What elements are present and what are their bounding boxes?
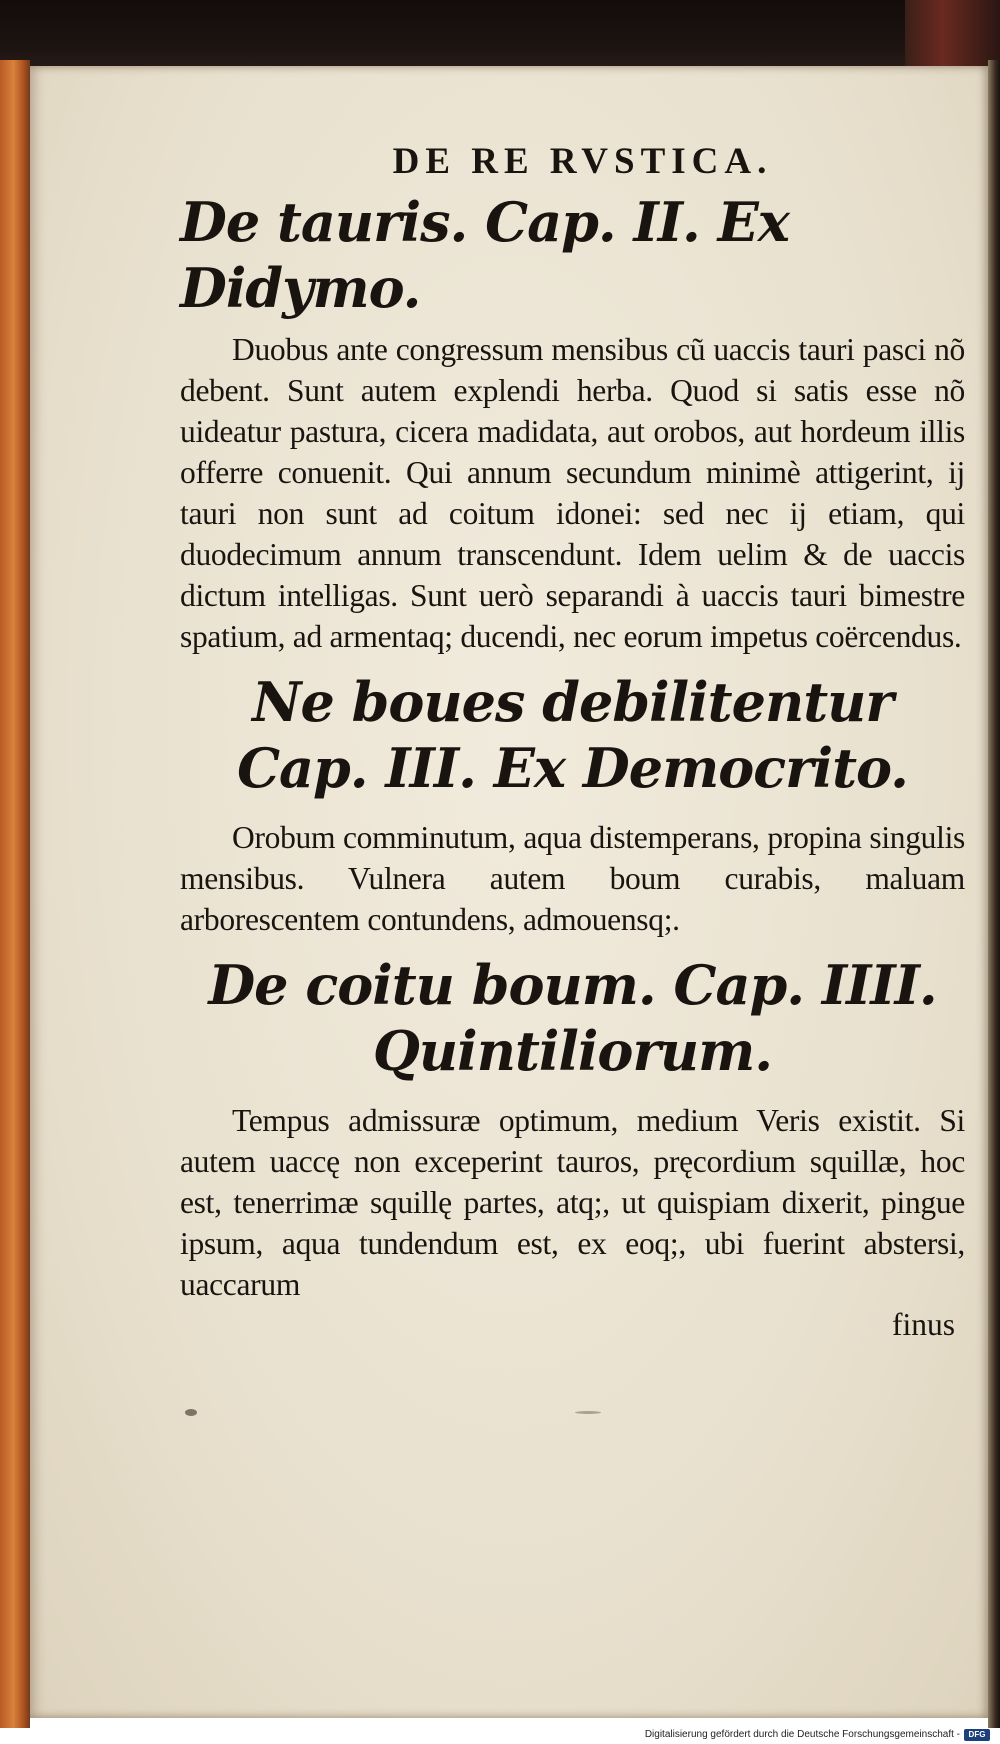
- scanner-background-top: [0, 0, 1000, 70]
- book-right-edge: [988, 60, 1000, 1730]
- book-spine-top: [905, 0, 1000, 70]
- page-text-block: [180, 140, 965, 1345]
- dfg-logo: DFG: [964, 1729, 990, 1741]
- chapter-text-2: Duobus ante congressum mensibus cũ uaccis tauri pasci nõ debent. Sunt autem explendi herba. Quod si satis esse nõ uideatur pastura, cicera madidata, aut orobos, aut hordeum illis offerre conuenit. Qui annum secundum minimè attigerint, ij tauri non sunt ad coitum idonei: sed nec ij etiam, qui duodecimum annum transcendunt. Idem uelim & de uaccis dictum intelligas. Sunt uerò separandi à uaccis tauri bimestre spatium, ad armentaq; ducendi, nec eorum impetus coërcendus.: [180, 332, 965, 654]
- book-cover-edge: [0, 60, 30, 1730]
- digitization-credit: Digitalisierung gefördert durch die Deutsche Forschungsgemeinschaft -: [644, 1729, 960, 1740]
- chapter-text-4: Tempus admissuræ optimum, medium Veris existit. Si autem uaccę non exceperint tauros, pręcordium squillæ, hoc est, tenerrimæ squillę partes, atq;, ut quispiam dixerit, pingue ipsum, aqua tundendum est, ex eoq;, ubi fuerint abstersi, uaccarum: [180, 1103, 965, 1302]
- running-head: DE RE RVSTICA.: [392, 141, 773, 182]
- ink-smudge: [185, 1409, 197, 1416]
- chapter-title-3: Ne boues debilitentur Cap. III. Ex Democrito.: [237, 670, 908, 800]
- catchword: finus: [892, 1307, 955, 1342]
- chapter-title-2: De tauris. Cap. II. Ex Didymo.: [180, 190, 789, 320]
- ink-smudge: [575, 1411, 601, 1414]
- chapter-text-3: Orobum comminutum, aqua distemperans, propina singulis mensibus. Vulnera autem boum curabis, maluam arborescentem contundens, admouensq;.: [180, 820, 965, 937]
- chapter-title-4: De coitu boum. Cap. IIII. Quintiliorum.: [208, 953, 937, 1083]
